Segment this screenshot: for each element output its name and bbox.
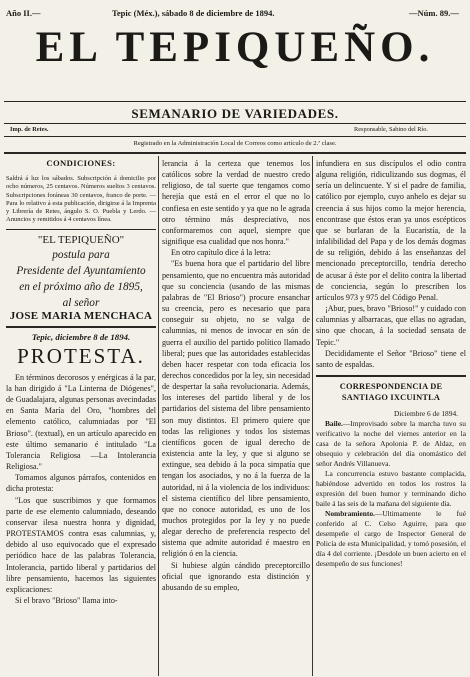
- candidate-senor: al señor: [62, 296, 100, 309]
- divider: [6, 229, 156, 230]
- protesta-paragraph-2: Tomamos algunos párrafos, contenidos en dicha protesta:: [6, 473, 156, 494]
- protesta-paragraph-3: "Los que suscribimos y que formamos parte de ese elemento calumniado, deseando conservar ilesa nuestra honra y dignidad, PROTESTAMOS contra esas calumnias, y, debido al uso equivocado que el expresado periódico hace de las palabras Tolerancia, Intolerancia, partido liberal y partidarios del libre pensamiento, hacemos las siguientes explicaciones:: [6, 495, 156, 594]
- subtitle-rule-bottom: [4, 123, 466, 124]
- article-paragraph-6: ¡Abur, pues, bravo "Brioso!" y cuidado con calumnias y albarracas, que ellas no agradan, sino que chocan, á la sociedad sensata de Tepic.": [316, 304, 466, 347]
- protesta-paragraph-1: En términos decorosos y enérgicas á la par, la han dirigido á "La Linterna de Diógenes", de Guadalajara, algunas personas avecindadas en Santa María del Oro, "hombres del elemento católico, calumniadas por "El Brioso". (textual), en un artículo aparecido en este último semanario é intitulado "La Tolerancia Religiosa —La Intolerancia Religiosa.": [6, 372, 156, 472]
- registration-rule: [4, 136, 466, 137]
- protesta-paragraph-4: Si el bravo "Brioso" llama into-: [15, 595, 118, 605]
- correspondence-paragraph-1: [316, 419, 466, 469]
- conditions-text: Saldrá á luz los sábados. Subscripción á domicilio por ocho números, 25 centavos. Números sueltos 3 centavos. Subscripciones foráneas 30 centavos, franco de porte. —Para lo relativo á esta publicación, dirigirse á la Imprenta y Librería de Retes, ángulo S. O. Puebla y Lerdo. —Anuncios y remitidos á 4 centavos línea.: [6, 175, 156, 224]
- article-paragraph-4: Si hubiese algún cándido preceptorcillo oficial que ignorando esta distinción y abusando de su empleo,: [162, 560, 310, 592]
- subtitle-rule-top: [4, 101, 466, 102]
- column-1: [6, 158, 156, 676]
- divider-thick: [6, 326, 156, 328]
- newspaper-page: [4, 0, 466, 677]
- correspondence-place: SANTIAGO IXCUINTLA: [341, 393, 441, 403]
- article-paragraph-2: En otro capítulo dice á la letra:: [171, 248, 271, 258]
- issue-place-date: Tepic (Méx.), sábado 8 de diciembre de 1894.: [112, 8, 275, 18]
- correspondence-heading: CORRESPONDENCIA DE: [339, 381, 443, 391]
- candidate-paper-name: "EL TEPIQUEÑO": [37, 234, 125, 247]
- candidate-year: en el próximo año de 1895,: [19, 280, 143, 293]
- issue-number: —Núm. 89.—: [409, 8, 459, 18]
- candidate-name: JOSE MARIA MENCHACA: [9, 309, 153, 322]
- registration-note: Registrado en la Administración Local de Correos como artículo de 2.ª clase.: [133, 140, 337, 147]
- column-separator-1: [158, 156, 159, 676]
- printer-name: Imp. de Retes.: [10, 126, 49, 133]
- column-3: [316, 158, 466, 676]
- masthead-title: EL TEPIQUEÑO.: [35, 24, 435, 71]
- columns-rule: [4, 152, 466, 154]
- nombramiento-lead: Nombramiento.: [325, 509, 375, 519]
- responsible-editor: Responsable, Sabino del Río.: [354, 126, 428, 133]
- protesta-heading: PROTESTA.: [17, 343, 145, 368]
- candidate-office: Presidente del Ayuntamiento: [16, 264, 146, 277]
- issue-year: Año II.—: [6, 8, 41, 18]
- divider-thick: [316, 375, 466, 377]
- column-separator-2: [312, 156, 313, 676]
- baile-lead: Baile.: [325, 419, 343, 429]
- subtitle: SEMANARIO DE VARIEDADES.: [131, 106, 339, 121]
- nombramiento-text: —Ultimamente le fué conferido al C. Celso Aguirre, para que desempeñe el cargo de Inspector General de Policía de esta Municipalidad, y tomó posesión, el día 4 del corriente. ¡Desdole un buen acierto en el desempeño de sus funciones!: [316, 509, 466, 569]
- correspondence-paragraph-2: La concurrencia estuvo bastante complacida, habiéndose advertido en todos los rostros la expresión del buen humor y terminando dicho baile á las seis de la mañana del siguiente día.: [316, 469, 466, 509]
- conditions-heading: CONDICIONES:: [46, 158, 116, 168]
- baile-text: —Improvisado sobre la marcha tuvo su verificativo la noche del viernes anterior en la casa de la señora Apolonia P. de Aldaz, en obsequio y celebración del día onomástico del señor Andrés Villanueva.: [316, 419, 466, 469]
- candidate-postula: postula para: [52, 248, 110, 261]
- article-paragraph-7: Decididamente el Señor "Brioso" tiene el santo de espaldas.: [316, 348, 466, 369]
- article-paragraph-5: infundiera en sus discípulos el odio contra alguna religión, ridiculizando sus dogmas, él sería un delincuente. Y si el padre de familia, católico por ejemplo, cuyo anhelo es dejar su creencia á sus hijos como la mejor herencia, encontrase que éstos eran ya unos escépticos que se burlaran de la Eucaristía, de la infalibilidad del Papa y de los demás dogmas de su religión, debido á las enseñanzas del mencionado preceptorcillo, tendría derecho de acusar á éste por el delito contra la libertad de conciencia, según lo prescriben los artículos 973 y 975 del Código Penal.: [316, 159, 466, 302]
- correspondence-paragraph-3: [316, 509, 466, 569]
- dateline: Tepic, diciembre 8 de 1894.: [31, 331, 131, 342]
- correspondence-date: Diciembre 6 de 1894.: [393, 409, 458, 419]
- article-paragraph-3: "Es buena hora que el partidario del libre pensamiento, que no encuentra más autoridad que su conciencia (usando de las mismas palabras de "El Brioso") procure ensanchar su creencia, pero es necesario que para conseguir su objeto, no se valga de calumnias, ni menos de invocar en són de guerra el auxilio del partido político llamado liberal; pues que las autoridades establecidas deben hacer respetar con toda eficacia los derechos concedidos por la ley, sin necesidad de despertar la saña revolucionaria. Además, los intereses del partido liberal y de los partidarios del sistema del libre pensamiento son muy distintos. El primero quiere que todas las religiones y todos los sistemas científicos gocen de igual derecho de existencia ante la ley, y que si alguno se extingue, sea debido á la poca simpatía que tengan los asociados, y no á la fuerza de la autoridad, ni á la violencia de los individuos: el sistema científico del libre pensamiento, que no conoce autoridad, es uno de los muchos protegidos por la ley y no puede alegar derecho de preferencia respecto del sistema que admite autoridad é maestro en religión ó en la ciencia.: [162, 259, 310, 559]
- column-2: [162, 158, 310, 676]
- article-paragraph-1: lerancia á la certeza que tenemos los católicos sobre la verdad de nuestro credo religioso, de tal suerte que tengamos como herejía que está en el error el que no lo confiesa en este sentido y ya que no le agrada otro término más despreciativo, nos conformaremos con aquel, siempre que signifique esa cualidad que nos honra.": [162, 159, 310, 247]
